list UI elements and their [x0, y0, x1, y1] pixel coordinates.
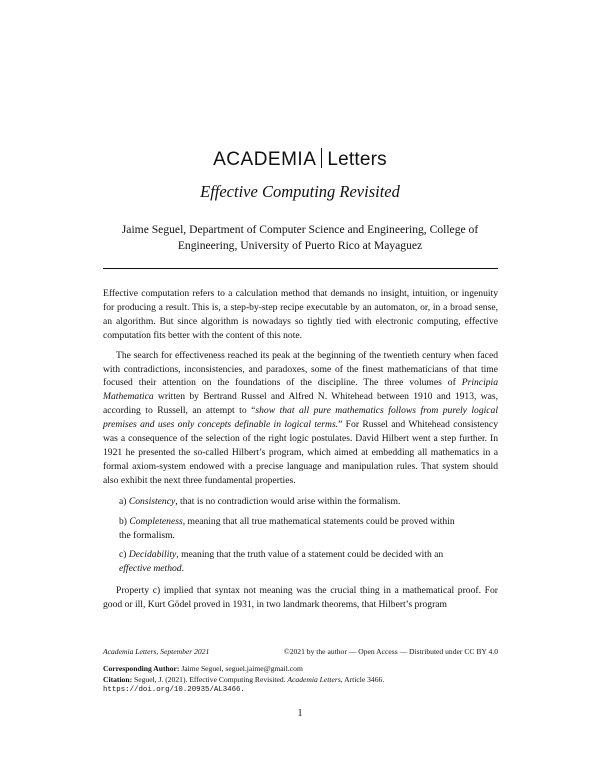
corresponding-author	[103, 664, 498, 675]
corresponding-author-value: Jaime Seguel, seguel.jaime@gmail.com	[179, 663, 303, 673]
properties-list	[103, 495, 459, 577]
list-item-text: , that is no contradiction would arise within the formalism.	[175, 495, 401, 507]
footer-journal-row	[103, 647, 498, 658]
list-item-text: , meaning that the truth value of a statement could be decided with an	[176, 549, 444, 561]
masthead-divider	[321, 148, 322, 168]
paragraph-2-text-a: The search for effectiveness reached its peak at the beginning of the twentieth century when faced with contradictions, inconsistencies, and paradoxes, some of the finest mathematicians of that time focused their attention on the foundations of the discipline. The three volumes of	[103, 349, 498, 389]
citation-text: Seguel, J. (2021). Effective Computing Revisited.	[132, 674, 288, 684]
paragraph-2-text-b: written by Bertrand Russel and Alfred N. Whitehead between 1910 and 1913, was, according to Russell, an attempt to “	[103, 391, 498, 417]
list-item-term: Consistency	[128, 495, 176, 507]
list-item-term: Decidability	[128, 549, 177, 561]
principia-title: Principia Mathematica	[103, 377, 498, 403]
paragraph-3: Property c) implied that syntax not meaning was the crucial thing in a mathematical proof. For good or ill, Kurt Gödel proved in 1931, in two landmark theorems, that Hilbert’s program	[103, 585, 498, 611]
list-item-prefix: c)	[119, 549, 129, 561]
page-number: 1	[297, 708, 303, 719]
paragraph-2-text-c: ” For Russel and Whitehead consistency was a consequence of the selection of the right logic postulates. David Hilbert went a step further. In 1921 he presented the so-called Hilbert’s program, which aimed at embedding all mathematics in a formal axiom-system endowed with a precise language and manipulation rules. That system should also exhibit the next three fundamental properties.	[103, 419, 498, 486]
corresponding-author-label: Corresponding Author:	[103, 663, 180, 673]
list-item	[119, 495, 459, 509]
list-item-prefix: a)	[119, 495, 129, 507]
footer-journal: Academia Letters, September 2021	[103, 647, 210, 656]
paragraph-1: Effective computation refers to a calculation method that demands no insight, intuition, or ingenuity for producing a result. This is, a step-by-step recipe executable by an automaton, or, in a broad sense, an algorithm. But since algorithm is nowadays so tightly tied with electronic computing, effective computation fits better with the content of this note.	[103, 288, 498, 341]
list-item-prefix: b)	[119, 515, 130, 527]
list-item-emphasis: effective method	[119, 563, 182, 575]
footer-license: ©2021 by the author — Open Access — Distributed under CC BY 4.0	[283, 647, 498, 656]
list-item	[119, 548, 459, 576]
title-divider	[103, 268, 498, 269]
doi-link[interactable]: https://doi.org/10.20935/AL3466.	[103, 686, 245, 695]
list-item-text: , meaning that all true mathematical statements could be proved within the formalism.	[119, 515, 455, 541]
citation-article: , Article 3466.	[340, 674, 385, 684]
masthead-section: Letters	[327, 149, 387, 170]
masthead-brand: ACADEMIA	[213, 149, 317, 170]
paper-title: Effective Computing Revisited	[200, 182, 400, 201]
citation	[103, 675, 498, 686]
russell-quote: show that all pure mathematics follows from purely logical premises and uses only concepts definable in logical terms.	[103, 405, 499, 431]
journal-masthead	[0, 148, 600, 171]
citation-journal: Academia Letters	[287, 674, 341, 684]
citation-label: Citation:	[103, 674, 133, 684]
paper-body	[103, 287, 498, 618]
page-footer	[103, 647, 498, 696]
list-item-term: Completeness	[129, 515, 183, 527]
paragraph-2	[103, 349, 498, 488]
list-item-tail: .	[181, 563, 184, 575]
author-affiliation: Jaime Seguel, Department of Computer Science and Engineering, College of Engineering, University of Puerto Rico at Mayaguez	[121, 223, 479, 252]
list-item	[119, 515, 459, 543]
